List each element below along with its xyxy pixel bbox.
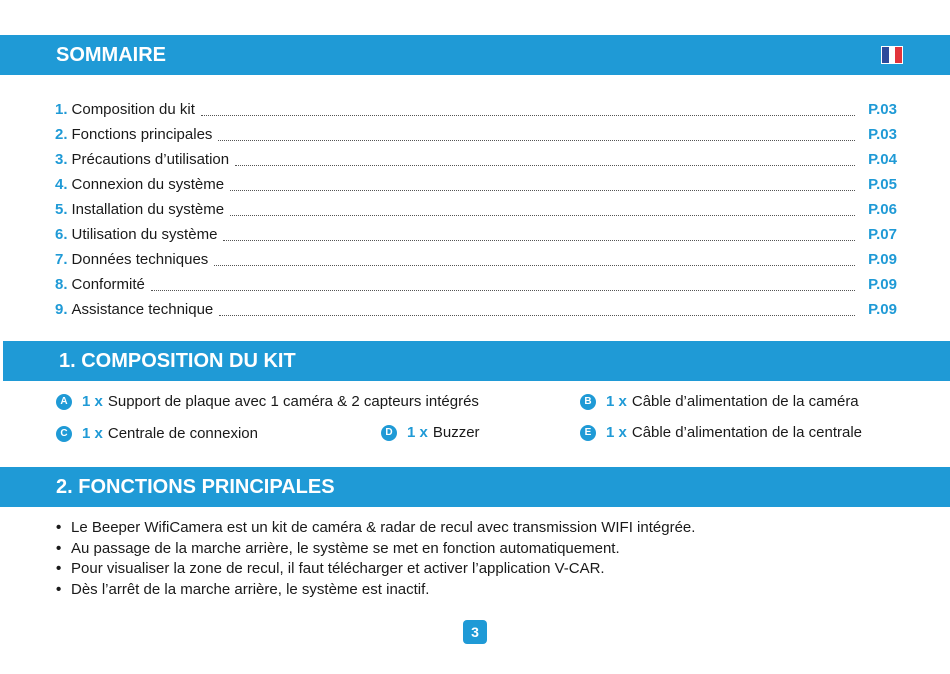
- toc-page: P.07: [868, 226, 897, 243]
- toc-page: P.09: [868, 251, 897, 268]
- kit-text: Support de plaque avec 1 caméra & 2 capteurs intégrés: [107, 393, 479, 410]
- toc-page: P.09: [868, 301, 897, 318]
- toc-leader: [151, 276, 855, 291]
- france-flag-icon: [881, 46, 903, 64]
- toc-page: P.09: [868, 276, 897, 293]
- bullet-text: • Le Beeper WifiCamera est un kit de caméra & radar de recul avec transmission WIFI intégrée.: [71, 519, 696, 536]
- kit-item-c: [56, 424, 258, 444]
- kit-item-e: [580, 423, 862, 443]
- page-number: 3: [463, 620, 487, 644]
- list-item: [56, 518, 695, 539]
- list-item: [56, 580, 695, 601]
- toc-label: Conformité: [71, 276, 145, 293]
- section-composition-header: [3, 341, 950, 381]
- toc-number: 5.: [55, 201, 68, 218]
- toc-item[interactable]: [55, 172, 897, 197]
- letter-d-badge-icon: D: [381, 425, 397, 441]
- table-of-contents: [55, 97, 897, 322]
- kit-qty: 1 x: [606, 393, 627, 410]
- kit-qty: 1 x: [82, 393, 103, 410]
- letter-b-badge-icon: B: [580, 394, 596, 410]
- section-composition-title: 1. COMPOSITION DU KIT: [59, 350, 296, 372]
- kit-item-b: [580, 392, 859, 412]
- letter-c-badge-icon: C: [56, 426, 72, 442]
- toc-page: P.03: [868, 101, 897, 118]
- toc-label: Données techniques: [71, 251, 209, 268]
- toc-leader: [201, 101, 855, 116]
- section-fonctions-title: 2. FONCTIONS PRINCIPALES: [56, 476, 335, 498]
- toc-label: Composition du kit: [71, 101, 195, 118]
- toc-number: 6.: [55, 226, 68, 243]
- toc-leader: [219, 301, 855, 316]
- list-item: [56, 539, 695, 560]
- toc-page: P.06: [868, 201, 897, 218]
- bullet-text: • Pour visualiser la zone de recul, il faut télécharger et activer l’application V-CAR.: [71, 560, 605, 577]
- toc-item[interactable]: [55, 147, 897, 172]
- toc-item[interactable]: [55, 197, 897, 222]
- sommaire-header: [0, 35, 950, 75]
- section-fonctions-header: [0, 467, 950, 507]
- list-item: [56, 559, 695, 580]
- kit-qty: 1 x: [82, 425, 103, 442]
- toc-number: 1.: [55, 101, 68, 118]
- toc-leader: [214, 251, 855, 266]
- toc-label: Fonctions principales: [71, 126, 213, 143]
- toc-label: Connexion du système: [71, 176, 225, 193]
- toc-label: Utilisation du système: [71, 226, 218, 243]
- kit-text: Câble d’alimentation de la centrale: [631, 424, 863, 441]
- kit-item-a: [56, 392, 479, 412]
- bullet-text: • Au passage de la marche arrière, le système se met en fonction automatiquement.: [71, 539, 620, 557]
- toc-item[interactable]: [55, 297, 897, 322]
- toc-item[interactable]: [55, 222, 897, 247]
- kit-qty: 1 x: [407, 424, 428, 441]
- toc-number: 3.: [55, 151, 68, 168]
- toc-page: P.04: [868, 151, 897, 168]
- toc-item[interactable]: [55, 122, 897, 147]
- kit-text: Buzzer: [432, 424, 480, 441]
- letter-a-badge-icon: A: [56, 394, 72, 410]
- toc-item[interactable]: [55, 97, 897, 122]
- toc-label: Assistance technique: [71, 301, 214, 318]
- sommaire-title: SOMMAIRE: [56, 44, 166, 66]
- toc-number: 7.: [55, 251, 68, 268]
- fonctions-list: [56, 518, 695, 600]
- toc-number: 8.: [55, 276, 68, 293]
- toc-label: Précautions d’utilisation: [71, 151, 230, 168]
- toc-item[interactable]: [55, 272, 897, 297]
- kit-item-d: [381, 423, 480, 443]
- toc-leader: [235, 151, 855, 166]
- kit-qty: 1 x: [606, 424, 627, 441]
- toc-page: P.05: [868, 176, 897, 193]
- toc-leader: [223, 226, 855, 241]
- kit-text: Câble d’alimentation de la caméra: [631, 393, 859, 410]
- toc-leader: [218, 126, 855, 141]
- toc-leader: [230, 201, 855, 216]
- toc-page: P.03: [868, 126, 897, 143]
- letter-e-badge-icon: E: [580, 425, 596, 441]
- toc-number: 9.: [55, 301, 68, 318]
- toc-label: Installation du système: [71, 201, 225, 218]
- kit-text: Centrale de connexion: [107, 425, 258, 442]
- toc-item[interactable]: [55, 247, 897, 272]
- toc-number: 4.: [55, 176, 68, 193]
- toc-leader: [230, 176, 855, 191]
- bullet-text: • Dès l’arrêt de la marche arrière, le système est inactif.: [71, 580, 430, 598]
- toc-number: 2.: [55, 126, 68, 143]
